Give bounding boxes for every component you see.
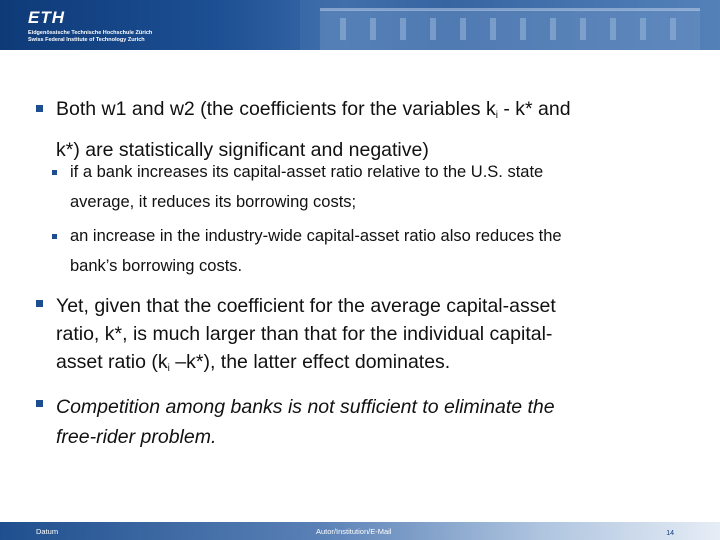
sub-bullet-marker [52, 234, 57, 239]
bullet-3-line-1: Competition among banks is not sufficient to eliminate the [56, 396, 555, 418]
sub-bullet-1-line-2: average, it reduces its borrowing costs; [70, 193, 357, 211]
logo-mark: ETH [28, 8, 65, 27]
bullet-1-text [56, 97, 706, 162]
header-banner [0, 0, 720, 50]
bullet-marker [36, 400, 43, 407]
sub-bullet-marker [52, 170, 57, 175]
bullet-1-line-1: Both w1 and w2 (the coefficients for the variables $k_i - k*$ and [56, 98, 571, 121]
building-image [300, 0, 720, 50]
eth-logo [28, 8, 198, 44]
bullet-marker [36, 105, 43, 112]
footer-bar [0, 522, 720, 540]
bullet-2-line-2: ratio, k*, is much larger than that for the individual capital- [56, 323, 553, 345]
sub-bullet-2-line-1: an increase in the industry-wide capital-asset ratio also reduces the [70, 227, 562, 245]
bullet-2-line-3: asset ratio ($k_i$ –k*), the latter effect dominates. [56, 351, 451, 374]
bullet-marker [36, 300, 43, 307]
footer-date: Datum [36, 527, 59, 536]
sub-bullet-2-line-2: bank’s borrowing costs. [70, 257, 243, 275]
logo-line-1: Eidgenössische Technische Hochschule Zürich [28, 30, 153, 36]
page-number: 14 [666, 530, 674, 537]
bullet-3-line-2: free-rider problem. [56, 426, 217, 448]
bullet-2-line-1: Yet, given that the coefficient for the average capital-asset [56, 295, 556, 317]
sub-bullet-1-line-1: if a bank increases its capital-asset ratio relative to the U.S. state [70, 163, 544, 181]
footer-author: Autor/Institution/E-Mail [316, 527, 392, 536]
bullet-1-line-2: k*) are statistically significant and negative) [56, 139, 429, 161]
logo-line-2: Swiss Federal Institute of Technology Zurich [28, 37, 145, 43]
